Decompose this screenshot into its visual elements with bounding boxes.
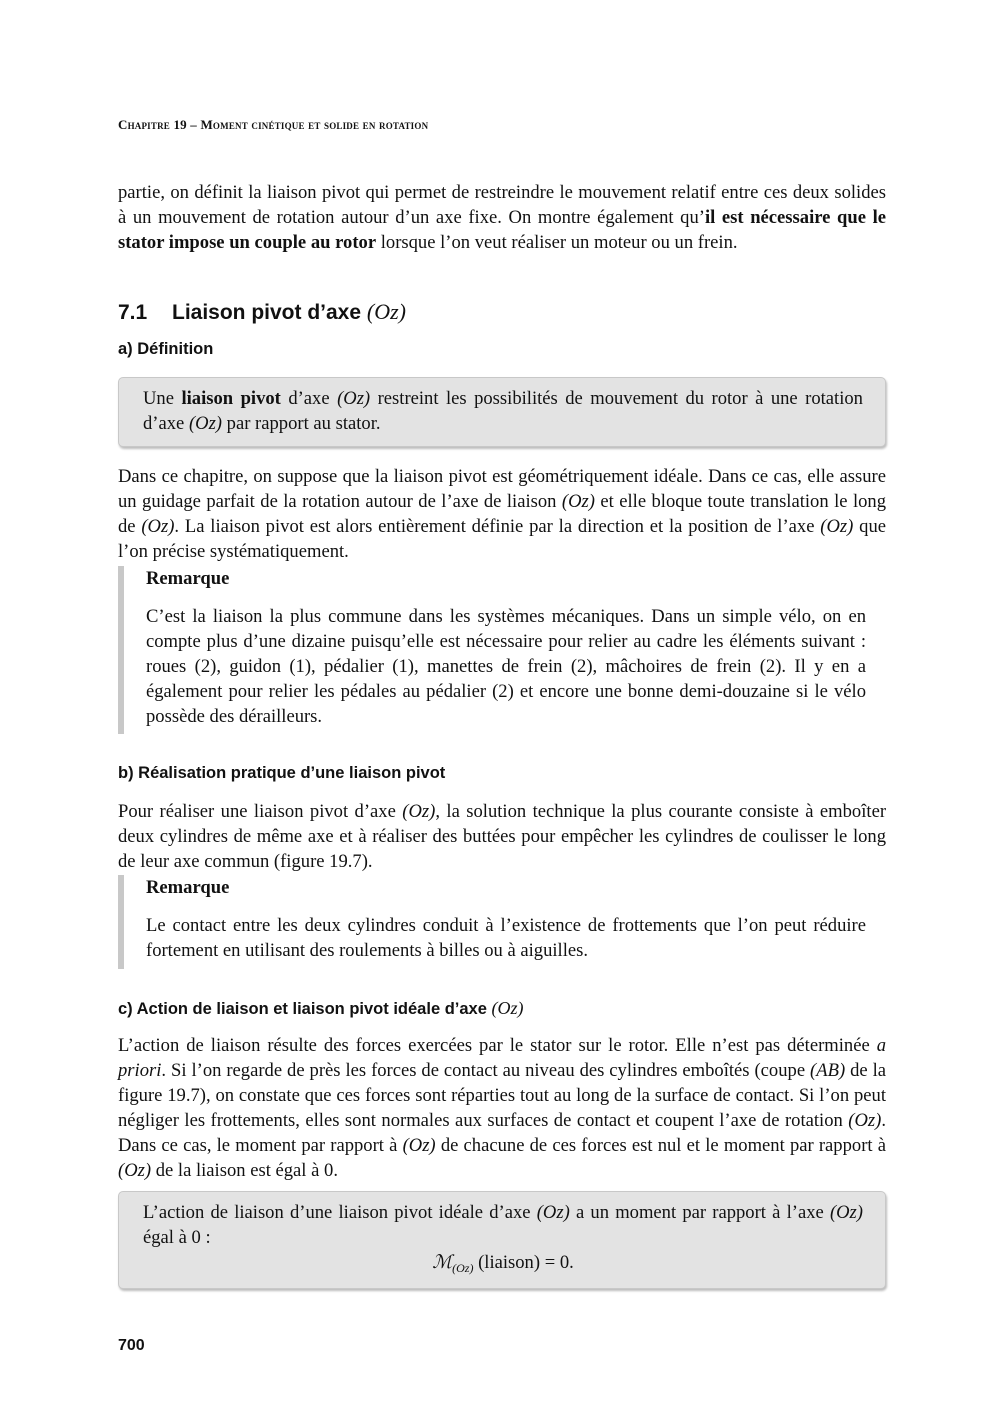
section-title: Liaison pivot d’axe: [172, 301, 367, 324]
remark-title: Remarque: [146, 877, 230, 898]
ideal-pivot-paragraph: Dans ce chapitre, on suppose que la liaison pivot est géométriquement idéale. Dans ce cas, elle assure un guidage parfait de la rotation autour de l’axe de liaison (Oz) et elle bloque toute translation le long de (Oz). La liaison pivot est alors entièrement définie par la direction et la position de l’axe (Oz) que l’on précise systématiquement.: [118, 466, 886, 562]
intro-paragraph: partie, on définit la liaison pivot qui permet de restreindre le mouvement relatif entre ces deux solides à un mouvement de rotation autour d’un axe fixe. On montre également qu’il est nécessaire que le stator impose un couple au rotor lorsque l’on veut réaliser un moteur ou un frein.: [118, 182, 886, 253]
section-heading: [118, 299, 886, 325]
subsection-b-title: b) Réalisation pratique d’une liaison pivot: [118, 764, 446, 782]
remark-title: Remarque: [146, 568, 230, 589]
section-axis: (Oz): [366, 299, 406, 324]
definition-term: liaison pivot: [181, 388, 281, 409]
subsection-a-title: a) Définition: [118, 340, 214, 358]
section-number: 7.1: [118, 301, 148, 324]
intro-emphasis: il est nécessaire que le stator impose un couple au rotor: [118, 207, 886, 253]
remark-bicycle: [118, 566, 886, 734]
definition-box: Une liaison pivot d’axe (Oz) restreint les possibilités de mouvement du rotor à une rotation d’axe (Oz) par rapport au stator.: [118, 377, 886, 447]
moment-formula: ℳ$_{(Oz)}$ (liaison) = 0.: [432, 1252, 574, 1275]
remark-friction: [118, 875, 886, 969]
header-chapter: Chapitre 19 –: [118, 117, 201, 132]
result-box: L’action de liaison d’une liaison pivot idéale d’axe (Oz) a un moment par rapport à l’axe (Oz) égal à 0 : ℳ$_{(Oz)}$ (liaison) = 0.: [118, 1191, 886, 1289]
remark-text: Le contact entre les deux cylindres conduit à l’existence de frottements que l’on peut réduire fortement en utilisant des roulements à billes ou à aiguilles.: [146, 915, 866, 961]
header-title: Moment cinétique et solide en rotation: [200, 117, 429, 132]
subsection-c-title: c) Action de liaison et liaison pivot idéale d’axe (Oz): [118, 998, 524, 1018]
page-number: 700: [118, 1337, 145, 1354]
realisation-paragraph: Pour réaliser une liaison pivot d’axe (Oz), la solution technique la plus courante consiste à emboîter deux cylindres de même axe et à réaliser des buttées pour empêcher les cylindres de coulisser le long de leur axe commun (figure 19.7).: [118, 801, 887, 872]
action-paragraph: L’action de liaison résulte des forces exercées par le stator sur le rotor. Elle n’est pas déterminée a priori. Si l’on regarde de près les forces de contact au niveau des cylindres emboîtés (coupe (AB) de la figure 19.7), on constate que ces forces sont réparties tout au long de la surface de contact. Si l’on peut négliger les frottements, elles sont normales aux surfaces de contact et coupent l’axe de rotation (Oz). Dans ce cas, le moment par rapport à (Oz) de chacune de ces forces est nul et le moment par rapport à (Oz) de la liaison est égal à 0.: [118, 1035, 887, 1181]
remark-text: C’est la liaison la plus commune dans les systèmes mécaniques. Dans un simple vélo, on en compte plus d’une dizaine puisqu’elle est nécessaire pour relier au cadre les éléments suivant : roues (2), guidon (1), pédalier (1), manettes de frein (2), mâchoires de frein (2). Il y en a également pour relier les pédales au pédalier (2) et encore une bonne demi-douzaine si le vélo possède des dérailleurs.: [146, 606, 866, 727]
running-header: [118, 117, 428, 133]
